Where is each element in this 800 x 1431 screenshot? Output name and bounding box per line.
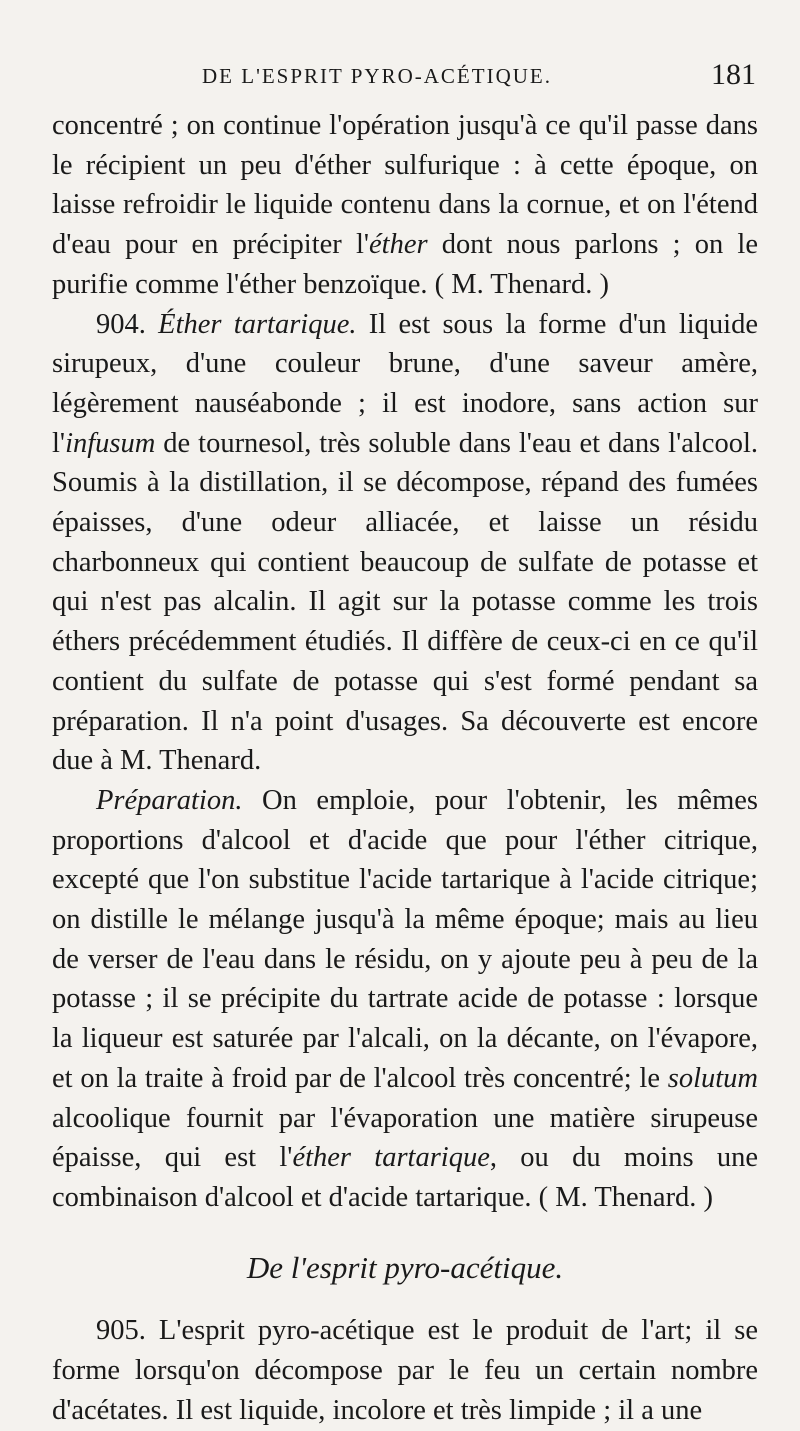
running-head bbox=[52, 58, 758, 98]
section-number: 905. bbox=[96, 1315, 146, 1347]
page-number: 181 bbox=[711, 58, 756, 91]
text-span: dont nous parlons ; on le purifie comme l'éther benzoïque. ( M. Thenard. ) bbox=[52, 229, 758, 300]
text-span: , ou du moins une combinaison d'alcool et d'acide tartarique. ( M. Thenard. ) bbox=[52, 1142, 758, 1213]
text-span: On emploie, pour l'obtenir, les mêmes proportions d'alcool et d'acide que pour l'éther citrique, excepté que l'on substitue l'acide tartarique à l'acide citrique; on distille le mélange jusqu'à la même époque; mais au lieu de verser de l'eau dans le résidu, on y ajoute peu à peu de la potasse ; il se précipite du tartrate acide de potasse : lorsque la liqueur est saturée par l'alcali, on la décante, on l'évapore, et on la traite à froid par de l'alcool très concentré; le bbox=[52, 784, 758, 1094]
running-title: DE L'ESPRIT PYRO-ACÉTIQUE. bbox=[202, 64, 552, 88]
text-span: concentré ; on continue l'opération jusqu'à ce qu'il passe dans le récipient un peu d'éther sulfurique : à cette époque, on laisse refroidir le liquide contenu dans la cornue, et on l'étend d'eau pour en précipiter l' bbox=[52, 110, 758, 261]
entry-title: Éther tartarique. bbox=[158, 308, 357, 340]
section-number: 904. bbox=[96, 308, 146, 340]
italic-term: solutum bbox=[667, 1062, 758, 1094]
section-heading: De l'esprit pyro-acétique. bbox=[246, 1249, 564, 1285]
text-span: L'esprit pyro-acétique est le produit de l'art; il se forme lorsqu'on décompose par le feu un certain nombre d'acétates. Il est liquide, incolore et très limpide ; il a une bbox=[52, 1315, 758, 1426]
paragraph-904 bbox=[52, 305, 758, 781]
body-text bbox=[52, 106, 758, 1431]
paragraph-continuation bbox=[52, 106, 758, 305]
italic-term: éther bbox=[369, 229, 428, 261]
text-span: alcoolique fournit par l'évaporation une matière sirupeuse épaisse, qui est l' bbox=[52, 1102, 758, 1174]
entry-title: Préparation. bbox=[96, 784, 243, 816]
paragraph-905 bbox=[52, 1311, 758, 1430]
text-span: de tournesol, très soluble dans l'eau et dans l'alcool. Soumis à la distillation, il se décompose, répand des fumées épaisses, d'une odeur alliacée, et laisse un résidu charbonneux qui contient beaucoup de sulfate de potasse et qui n'est pas alcalin. Il agit sur la potasse comme les trois éthers précédemment étudiés. Il diffère de ceux-ci en ce qu'il contient du sulfate de potasse qui s'est formé pendant sa préparation. Il n'a point d'usages. Sa découverte est encore due à M. Thenard. bbox=[52, 427, 758, 777]
italic-term: éther tartarique bbox=[292, 1142, 490, 1174]
paragraph-preparation bbox=[52, 781, 758, 1218]
text-span: Il est sous la forme d'un liquide sirupeux, d'une couleur brune, d'une saveur amère, légèrement nauséabonde ; il est inodore, sans action sur l' bbox=[52, 308, 758, 459]
italic-term: infusum bbox=[65, 427, 156, 459]
